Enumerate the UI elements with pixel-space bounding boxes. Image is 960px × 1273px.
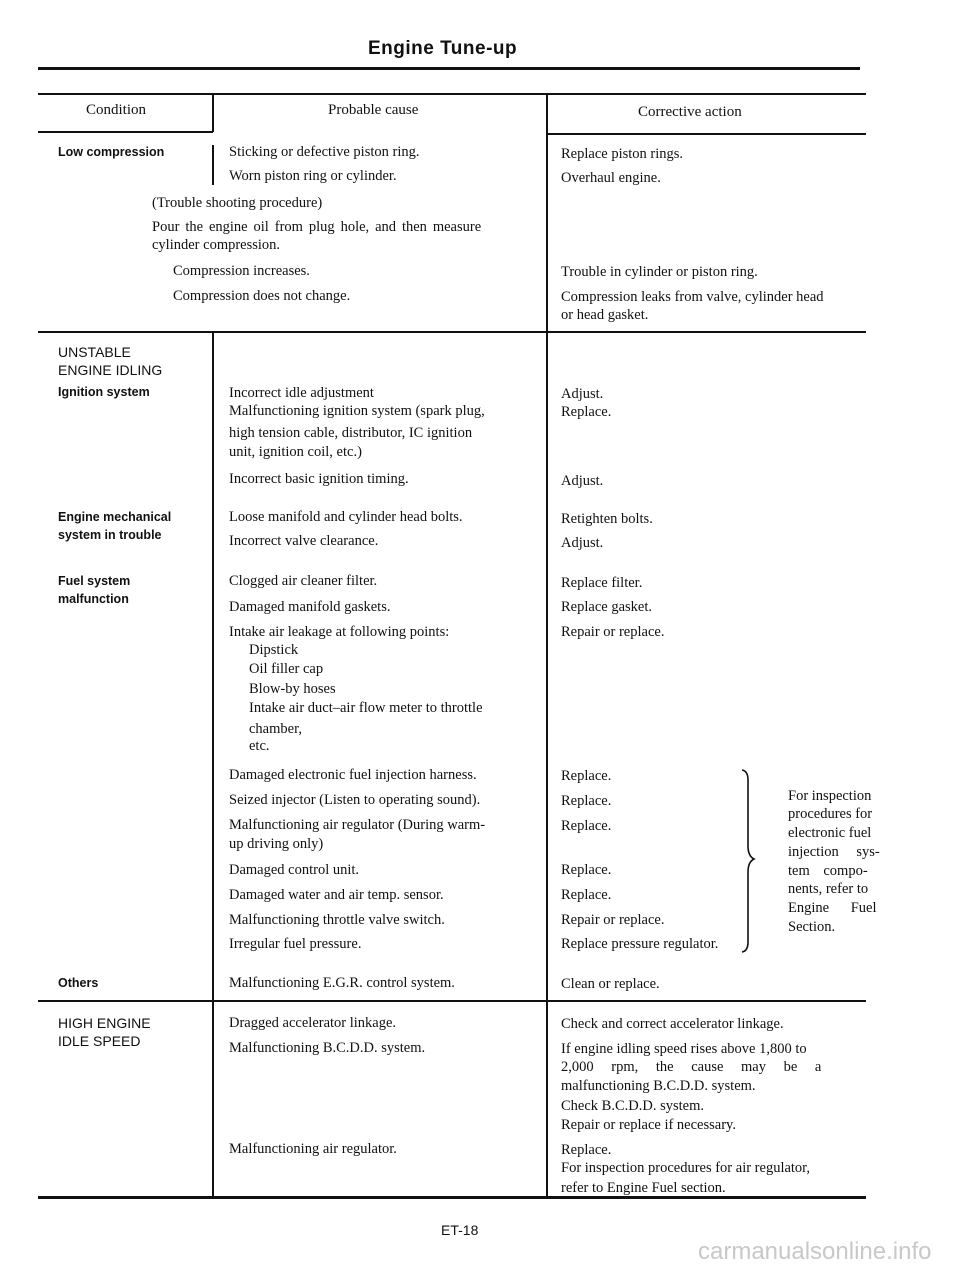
cause-text: Intake air leakage at following points: [229, 624, 450, 640]
condition-others: Others [58, 976, 99, 990]
action-text: Overhaul engine. [561, 170, 661, 186]
cause-text: Damaged manifold gaskets. [229, 599, 391, 615]
action-text: Replace. [561, 818, 612, 834]
action-text: Adjust. [561, 473, 604, 489]
note-text: procedures for [788, 806, 873, 822]
action-text: Replace filter. [561, 575, 643, 591]
action-text: Repair or replace if necessary. [561, 1117, 736, 1133]
cause-text: Loose manifold and cylinder head bolts. [229, 509, 463, 525]
note-text: Section. [788, 919, 836, 935]
action-text: malfunctioning B.C.D.D. system. [561, 1078, 756, 1094]
action-text: If engine idling speed rises above 1,800 to [561, 1041, 807, 1057]
cause-text: Irregular fuel pressure. [229, 936, 362, 952]
cause-text: Seized injector (Listen to operating sound). [229, 792, 481, 808]
cause-text: Clogged air cleaner filter. [229, 573, 378, 589]
note-text: nents, refer to [788, 881, 869, 897]
action-text: Replace pressure regulator. [561, 936, 719, 952]
cause-text: Incorrect idle adjustment [229, 385, 374, 401]
procedure-result: Compression does not change. [173, 288, 351, 304]
note-text: electronic fuel [788, 825, 872, 841]
condition-fuel: malfunction [58, 592, 129, 606]
condition-mechanical: Engine mechanical [58, 510, 172, 524]
note-text: For inspection [788, 788, 872, 804]
action-text: Replace. [561, 1142, 612, 1158]
cause-text: Damaged electronic fuel injection harness. [229, 767, 477, 783]
section-rule [38, 1000, 866, 1002]
leak-point: etc. [249, 738, 270, 754]
section-rule [38, 331, 866, 333]
action-text: Replace piston rings. [561, 146, 684, 162]
procedure-title: (Trouble shooting procedure) [152, 195, 323, 211]
action-text: Check and correct accelerator linkage. [561, 1016, 784, 1032]
table-top-rule [38, 93, 866, 95]
procedure-line: cylinder compression. [152, 237, 281, 253]
action-text: Replace. [561, 887, 612, 903]
column-header-cause: Probable cause [328, 102, 419, 118]
action-text: Retighten bolts. [561, 511, 653, 527]
column-header-action: Corrective action [638, 104, 742, 120]
watermark: carmanualsonline.info [698, 1238, 932, 1265]
condition-ignition: Ignition system [58, 385, 150, 399]
action-text: Replace. [561, 404, 612, 420]
leak-point: chamber, [249, 721, 302, 737]
action-text: Repair or replace. [561, 912, 665, 928]
section-heading: ENGINE IDLING [58, 362, 163, 378]
cause-text: Malfunctioning ignition system (spark plug, [229, 403, 485, 419]
cause-text: high tension cable, distributor, IC ignition [229, 425, 473, 441]
cause-text: Worn piston ring or cylinder. [229, 168, 397, 184]
column-divider-1c [212, 332, 214, 1197]
condition-mechanical: system in trouble [58, 528, 162, 542]
leak-point: Oil filler cap [249, 661, 324, 677]
condition-fuel: Fuel system [58, 574, 131, 588]
section-heading: UNSTABLE [58, 344, 131, 360]
cause-text: up driving only) [229, 836, 324, 852]
note-text: Engine Fuel [788, 900, 877, 916]
cause-text: Malfunctioning air regulator. [229, 1141, 397, 1157]
action-text: refer to Engine Fuel section. [561, 1180, 726, 1196]
column-divider-1b [212, 145, 214, 185]
action-text: Clean or replace. [561, 976, 660, 992]
page-number: ET-18 [441, 1222, 479, 1238]
note-text: injection sys- [788, 844, 880, 860]
procedure-result: Compression increases. [173, 263, 310, 279]
action-text: Replace gasket. [561, 599, 652, 615]
action-text: Compression leaks from valve, cylinder head [561, 289, 824, 305]
action-text: For inspection procedures for air regulator, [561, 1160, 811, 1176]
leak-point: Intake air duct–air flow meter to throttle [249, 700, 483, 716]
column-header-condition: Condition [86, 102, 147, 118]
table-bottom-rule [38, 1196, 866, 1199]
action-text: or head gasket. [561, 307, 649, 323]
action-text: Replace. [561, 862, 612, 878]
procedure-line: Pour the engine oil from plug hole, and then measure [152, 219, 482, 235]
column-divider-2 [546, 94, 548, 1197]
cause-text: Malfunctioning E.G.R. control system. [229, 975, 455, 991]
section-heading: IDLE SPEED [58, 1033, 141, 1049]
action-text: Adjust. [561, 535, 604, 551]
section-heading: HIGH ENGINE [58, 1015, 151, 1031]
cause-text: Sticking or defective piston ring. [229, 144, 420, 160]
cause-text: Malfunctioning throttle valve switch. [229, 912, 445, 928]
action-text: 2,000 rpm, the cause may be a [561, 1059, 822, 1075]
action-text: Trouble in cylinder or piston ring. [561, 264, 758, 280]
header-rule-condition [38, 131, 213, 133]
page-title: Engine Tune-up [368, 38, 518, 59]
cause-text: Dragged accelerator linkage. [229, 1015, 397, 1031]
cause-text: Incorrect basic ignition timing. [229, 471, 409, 487]
action-text: Replace. [561, 768, 612, 784]
action-text: Replace. [561, 793, 612, 809]
note-text: tem compo- [788, 863, 868, 879]
action-text: Adjust. [561, 386, 604, 402]
cause-text: Damaged control unit. [229, 862, 360, 878]
cause-text: Damaged water and air temp. sensor. [229, 887, 444, 903]
cause-text: Malfunctioning air regulator (During warm- [229, 817, 486, 833]
condition-low-compression: Low compression [58, 145, 165, 159]
cause-text: Malfunctioning B.C.D.D. system. [229, 1040, 426, 1056]
column-divider-1 [212, 94, 214, 132]
leak-point: Blow-by hoses [249, 681, 336, 697]
header-rule [38, 67, 860, 70]
cause-text: Incorrect valve clearance. [229, 533, 379, 549]
leak-point: Dipstick [249, 642, 299, 658]
cause-text: unit, ignition coil, etc.) [229, 444, 362, 460]
header-rule-action [548, 133, 866, 135]
brace-icon [740, 768, 760, 954]
action-text: Repair or replace. [561, 624, 665, 640]
action-text: Check B.C.D.D. system. [561, 1098, 704, 1114]
